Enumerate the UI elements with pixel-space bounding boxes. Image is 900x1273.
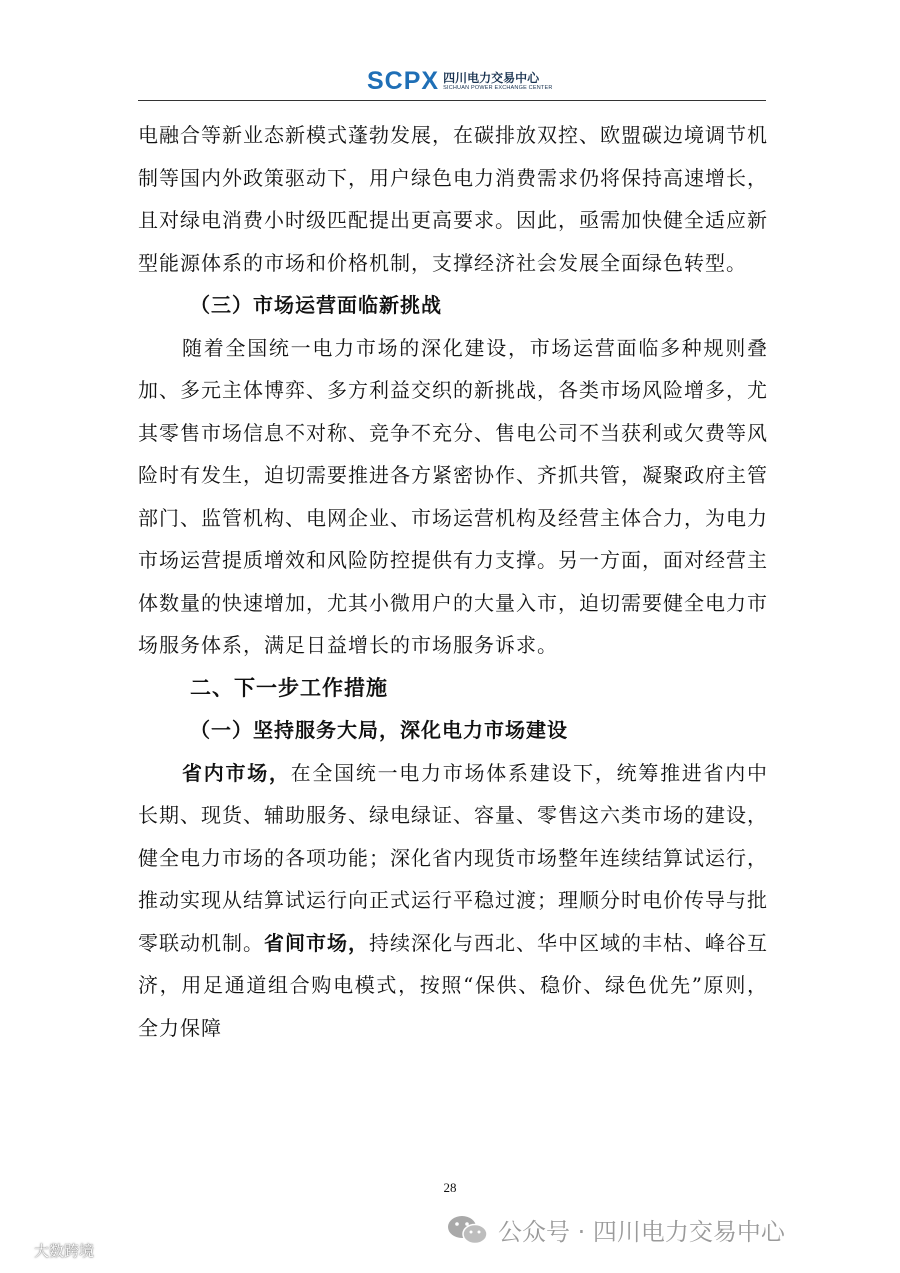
paragraph-market-operation: 随着全国统一电力市场的深化建设，市场运营面临多种规则叠加、多元主体博弈、多方利益交织的新挑战，各类市场风险增多，尤其零售市场信息不对称、竞争不充分、售电公司不当获利或欠费等风险时有发生，迫切需要推进各方紧密协作、齐抓共管，凝聚政府主管部门、监管机构、电网企业、市场运营机构及经营主体合力，为电力市场运营提质增效和风险防控提供有力支撑。另一方面，面对经营主体数量的快速增加，尤其小微用户的大量入市，迫切需要健全电力市场服务体系，满足日益增长的市场服务诉求。 <box>138 335 768 657</box>
subheading-serve-overall: （一）坚持服务大局，深化电力市场建设 <box>190 718 568 742</box>
subheading-new-challenges: （三）市场运营面临新挑战 <box>190 293 442 317</box>
paragraph-provincial-market <box>138 752 768 1050</box>
section-heading-next-steps: 二、下一步工作措施 <box>190 675 388 700</box>
weibo-watermark <box>8 1240 94 1261</box>
logo-english-name: SICHUAN POWER EXCHANGE CENTER <box>443 84 553 91</box>
wechat-account-text: 公众号 · 四川电力交易中心 <box>498 1218 785 1246</box>
scpx-logo <box>367 68 553 94</box>
logo-chinese-name: 四川电力交易中心 <box>443 70 540 85</box>
paragraph-continued: 电融合等新业态新模式蓬勃发展，在碳排放双控、欧盟碳边境调节机制等国内外政策驱动下，用户绿色电力消费需求仍将保持高速增长，且对绿电消费小时级匹配提出更高要求。因此，亟需加快健全适应新型能源体系的市场和价格机制，支撑经济社会发展全面绿色转型。 <box>138 123 768 275</box>
logo-text <box>443 71 552 92</box>
wechat-watermark <box>446 1212 785 1247</box>
header-divider <box>138 100 766 101</box>
page-header <box>0 64 900 100</box>
lead-inter-provincial-market: 省间市场， <box>264 930 369 955</box>
wechat-icon <box>446 1214 490 1246</box>
logo-mark: SCPX <box>367 67 440 95</box>
page-number: 28 <box>443 1180 457 1195</box>
document-body <box>138 114 768 1049</box>
weibo-icon <box>8 1241 30 1261</box>
lead-provincial-market: 省内市场， <box>182 760 291 785</box>
inter-provincial-market-text: 持续深化与西北、华中区域的丰枯、峰谷互济，用足通道组合购电模式，按照“保供、稳价、绿色优先”原则，全力保障 <box>138 930 768 1040</box>
provincial-market-text: 在全国统一电力市场体系建设下，统筹推进省内中长期、现货、辅助服务、绿电绿证、容量、零售这六类市场的建设，健全电力市场的各项功能；深化省内现货市场整年连续结算试运行，推动实现从结算试运行向正式运行平稳过渡；理顺分时电价传导与批零联动机制。 <box>138 760 769 955</box>
weibo-text: 大数跨境 <box>34 1242 95 1260</box>
